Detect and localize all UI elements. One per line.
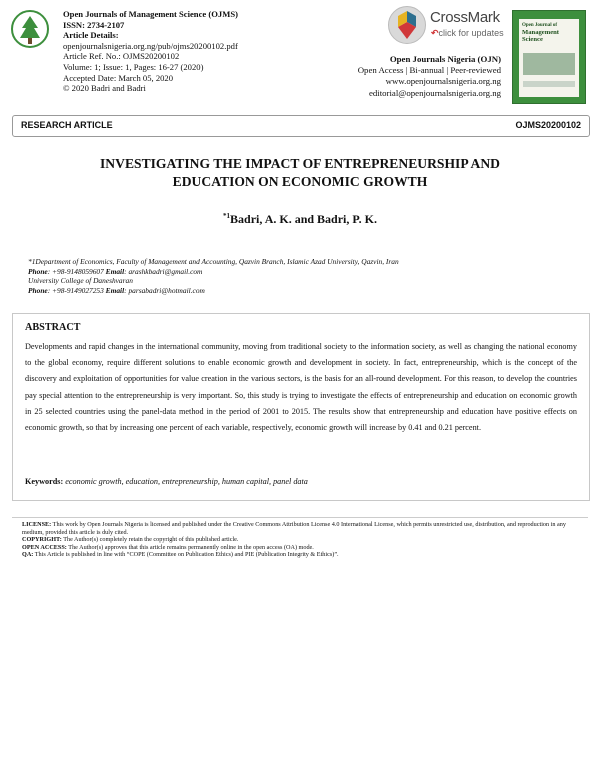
publisher-tagline: Open Access | Bi-annual | Peer-reviewed [357, 65, 501, 76]
article-details-label: Article Details: [63, 30, 119, 41]
affiliation-2: University College of Daneshvaran [28, 276, 133, 286]
crossmark-icon [388, 6, 426, 44]
authors [20, 212, 580, 227]
contact-1: Phone: +98-9148059607 Email: arashkbadri@gmail.com [28, 266, 203, 276]
volume-info: Volume: 1; Issue: 1, Pages: 16-27 (2020) [63, 61, 204, 72]
keywords-list: economic growth, education, entrepreneurship, human capital, panel data [63, 477, 308, 486]
open-access-notice: OPEN ACCESS: The Author(s) approves that this article remains permanently online in the open access (OA) mode. [22, 543, 314, 551]
accepted-date: Accepted Date: March 05, 2020 [63, 72, 174, 83]
publisher-name: Open Journals Nigeria (OJN) [389, 54, 501, 64]
article-url[interactable]: openjournalsnigeria.org.ng/pub/ojms20200102.pdf [63, 40, 238, 51]
title-line-2: EDUCATION ON ECONOMIC GROWTH [172, 174, 428, 189]
article-type-label: RESEARCH ARTICLE [21, 120, 113, 130]
cover-image [523, 53, 575, 75]
abstract-body: Developments and rapid changes in the international community, moving from traditional society to the information society, as well as changing the national economy to the global economy, require different solutions to enable economic growth and development in society. In fact, entrepreneurship, which is the concept of the discovery and exploitation of opportunities for value creation in the various sectors, is the basis for an all-round development. For this reason, to develop the countries pay special attention to the entrepreneurship is very important. So, this study is trying to investigate the effects of entrepreneurship and education on economic growth in 25 selected countries using the panel-data method in the period of 2001 to 2015. The results show that entrepreneurship and education have positive effects on economic growth, so that by increasing one percent of each variable, respectively, economic growth will increase by 0.41 and 0.21 percent. [25, 342, 577, 433]
qa-notice: QA: This Article is published in line with “COPE (Committee on Publication Ethics) and PIE (Publication Integrity & Ethics)”. [22, 551, 339, 559]
affiliation-1: *1Department of Economics, Faculty of Management and Accounting, Qazvin Branch, Islamic Azad University, Qazvin, Iran [28, 257, 399, 266]
journal-logo-icon [10, 8, 50, 50]
article-type-bar [12, 115, 590, 137]
journal-cover [512, 10, 586, 104]
cover-panel [519, 19, 579, 97]
cover-bar [523, 81, 575, 87]
article-details [63, 9, 303, 94]
cover-line1: Open Journal of [522, 23, 558, 28]
author-names: Badri, A. K. and Badri, P. K. [230, 212, 377, 226]
article-code: OJMS20200102 [515, 120, 581, 130]
copyright-line: © 2020 Badri and Badri [63, 83, 146, 94]
contact-2: Phone: +98-9149027253 Email: parsabadri@hotmail.com [28, 285, 205, 295]
license-line: LICENSE: This work by Open Journals Nigeria is licensed and published under the Creative Commons Attribution License 4.0 International License, which permits unrestricted use, distribution, and reproduction in any medium, provided this article is duly cited. [22, 521, 566, 536]
issn: ISSN: 2734-2107 [63, 19, 125, 30]
affiliations [28, 257, 588, 295]
cover-line2: Management Science [522, 29, 559, 43]
title-line-1: INVESTIGATING THE IMPACT OF ENTREPRENEURSHIP AND [100, 156, 500, 171]
crossmark-badge[interactable] [388, 6, 508, 44]
journal-title: Open Journals of Management Science (OJMS) [63, 9, 238, 19]
abstract-box [12, 313, 590, 501]
license-block [22, 521, 582, 559]
keywords [25, 477, 577, 486]
publisher-info [291, 54, 501, 99]
publisher-website[interactable]: www.openjournalsnigeria.org.ng [385, 76, 501, 87]
keywords-label: Keywords: [25, 477, 64, 486]
abstract-heading: ABSTRACT [25, 322, 81, 333]
paper-title [20, 155, 580, 191]
crossmark-title: CrossMark [430, 9, 500, 26]
article-ref-no: Article Ref. No.: OJMS20200102 [63, 51, 180, 62]
copyright-notice: COPYRIGHT: The Author(s) completely retain the copyright of this published article. [22, 536, 239, 544]
crossmark-subtitle: ↶click for updates [431, 28, 504, 38]
author-marker: *1 [223, 212, 231, 220]
update-arrow-icon: ↶ [431, 28, 439, 38]
publisher-email[interactable]: editorial@openjournalsnigeria.org.ng [368, 87, 501, 98]
divider [12, 517, 588, 518]
